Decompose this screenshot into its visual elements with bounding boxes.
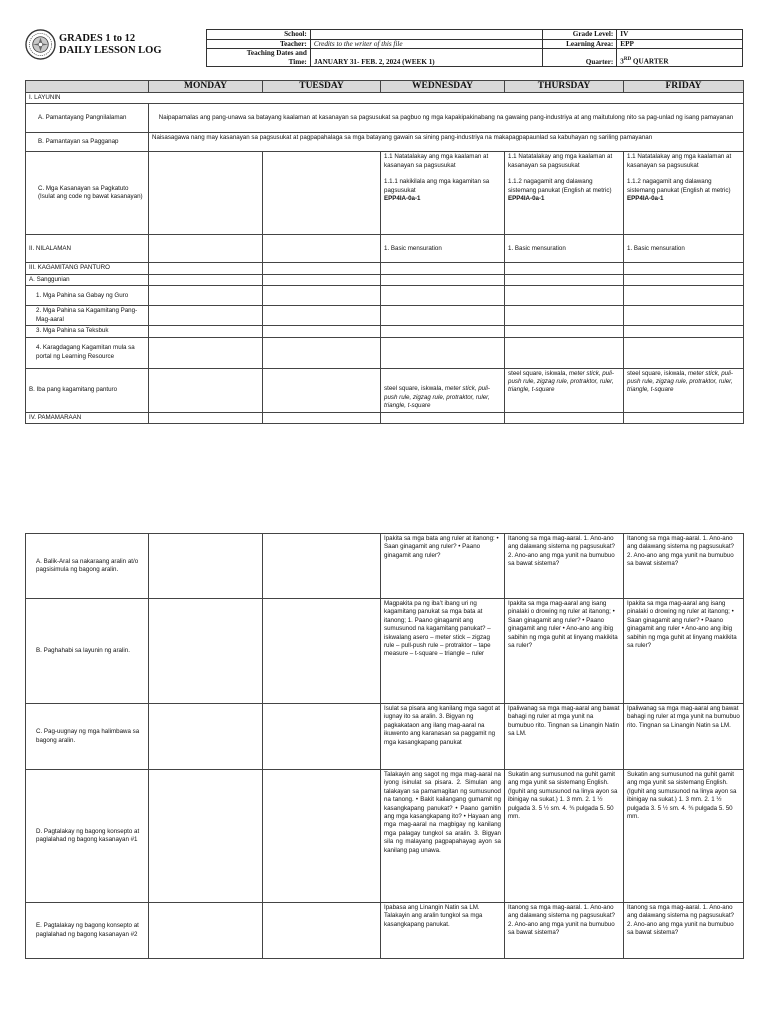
section-layunin: I. LAYUNIN [26,93,744,104]
day-header-wednesday: WEDNESDAY [381,81,505,93]
kasanayan-thursday: 1.1 Natatalakay ang mga kaalaman at kasanayan sa pagsusukat 1.1.2 nagagamit ang dalawang sistemang panukat (English at metric) EPP4IA-0a-1 [505,152,624,235]
paghahabi-friday: Ipakita sa mga mag-aaral ang isang pinalaki o drowing ng ruler at itanong; • Saan ginagamit ang ruler? • Paano ginagamit ang ruler • Ano-ano ang ibig sabihin ng mga guhit at linyang makikita sa ruler? [624,599,744,704]
label-pamamaraan: IV. PAMAMARAAN [26,412,149,423]
paghahabi-wednesday: Magpakita pa ng iba’t ibang uri ng kagamitang panukat sa mga bata at itanong; 1. Paano ginagamit ang sumusunod na kagamitang panukat? – iskwalang asero – meter stick – zigzag rule – pull-push rule – protraktor – tape measure – t-square – triangle – ruler [381,599,505,704]
label-pamantayan-sa-pagganap: B. Pamantayan sa Pagganap [26,133,149,152]
nilalaman-monday [149,235,263,263]
label-pamantayang-pangnilalaman: A. Pamantayang Pangnilalaman [26,104,149,133]
pag-uugnay-thursday: Ipaliwanag sa mga mag-aaral ang bawat bahagi ng ruler at mga yunit na bumubuo rito. Tingnan sa Linangin Natin sa LM. [505,704,624,770]
label-karagdagang-kagamitan: 4. Karagdagang Kagamitan mula sa portal ng Learning Resource [26,337,149,368]
info-table [206,29,743,67]
day-header-friday: FRIDAY [624,81,744,93]
lesson-table-procedure [25,533,744,959]
label-teksbuk: 3. Mga Pahina sa Teksbuk [26,326,149,337]
balik-aral-monday [149,534,263,599]
label-nilalaman: II. NILALAMAN [26,235,149,263]
pamantayan-sa-pagganap-text: Naisasagawa nang may kasanayan sa pagsusukat at pagpapahalaga sa mga batayang gawain sa sining pang-industriya na makapagpapaunlad sa kabuhayan ng sariling pamayanan [149,133,744,152]
day-header-monday: MONDAY [149,81,263,93]
teacher-value: Credits to the writer of this file [310,39,543,49]
learning-area-label: Learning Area: [543,39,617,49]
code-wednesday: EPP4IA-0a-1 [384,195,421,203]
school-label: School: [207,30,311,40]
kasanayan-tuesday [263,152,381,235]
nilalaman-friday: 1. Basic mensuration [624,235,744,263]
nilalaman-wednesday: 1. Basic mensuration [381,235,505,263]
kasanayan-monday [149,152,263,235]
code-friday: EPP4IA-0a-1 [627,195,664,203]
nilalaman-tuesday [263,235,381,263]
iba-wednesday: steel square, iskwala, meter stick, puli-push rule, zigzag rule, protraktor, ruler, triangle, t-square [381,368,505,412]
day-header-thursday: THURSDAY [505,81,624,93]
quarter-label: Quarter: [543,49,617,67]
teaching-dates-label: Teaching Dates and Time: [207,49,311,67]
iba-friday: steel square, iskwala, meter stick, puli-push rule, zigzag rule, protraktor, ruler, triangle, t-square [624,368,744,412]
grade-level-value: IV [617,30,743,40]
iba-thursday: steel square, iskwala, meter stick, puli-push rule, zigzag rule, protraktor, ruler, triangle, t-square [505,368,624,412]
school-value [310,30,543,40]
title-daily-lesson-log: DAILY LESSON LOG [59,45,162,56]
pagtalakay-2-thursday: Itanong sa mga mag-aaral. 1. Ano-ano ang dalawang sistema ng pagsusukat? 2. Ano-ano ang mga yunit na bumubuo sa bawat sistema? [505,903,624,959]
log-title [59,33,162,57]
label-gabay-ng-guro: 1. Mga Pahina sa Gabay ng Guro [26,286,149,306]
label-pagtalakay-2: E. Pagtalakay ng bagong konsepto at paglalahad ng bagong kasanayan #2 [26,903,149,959]
title-grades: GRADES 1 to 12 [59,33,136,44]
pagtalakay-1-friday: Sukatin ang sumusunod na guhit gamit ang mga yunit sa sistemang English. (Iguhit ang sumusunod na linya ayon sa ibinigay na sukat.) 1. 3 mm. 2. 1 ½ pulgada 3. 5 ½ sm. 4. ¾ pulgada 5. 50 mm. [624,770,744,903]
nilalaman-thursday: 1. Basic mensuration [505,235,624,263]
pagtalakay-2-monday [149,903,263,959]
lesson-log-header [25,29,743,72]
pag-uugnay-tuesday [263,704,381,770]
learning-area-value: EPP [617,39,743,49]
grade-level-label: Grade Level: [543,30,617,40]
balik-aral-wednesday: Ipakita sa mga bata ang ruler at itanong: • Saan ginagamit ang ruler? • Paano ginagamit ang ruler? [381,534,505,599]
label-paghahabi: B. Paghahabi sa layunin ng aralin. [26,599,149,704]
label-mga-kasanayan: C. Mga Kasanayan sa Pagkatuto (Isulat ang code ng bawat kasanayan) [26,152,149,235]
teacher-label: Teacher: [207,39,311,49]
kasanayan-wednesday: 1.1 Natatalakay ang mga kaalaman at kasanayan sa pagsusukat 1.1.1 nakikilala ang mga kagamitan sa pagsusukat EPP4IA-0a-1 [381,152,505,235]
balik-aral-tuesday [263,534,381,599]
pagtalakay-1-wednesday: Talakayin ang sagot ng mga mag-aaral na iyong isinulat sa pisara. 2. Simulan ang talakayan sa pamamagitan ng sumusunod na tanong. • Bakit kailangang gumamit ng kasangkapang panukat? • Paano gamitin ang mga kasangkapang ito? • Hayaan ang mga mag-aaral na magbigay ng kanilang mga palagay tungkol sa aralin. 3. Bigyan sila ng malayang pagpapahayag ayon sa kanilang pag unawa. [381,770,505,903]
corner-cell [26,81,149,93]
balik-aral-friday: Itanong sa mga mag-aaral. 1. Ano-ano ang dalawang sistema ng pagsusukat? 2. Ano-ano ang mga yunit na bumubuo sa bawat sistema? [624,534,744,599]
lesson-table-objectives [25,80,744,424]
pag-uugnay-monday [149,704,263,770]
label-pagtalakay-1: D. Pagtalakay ng bagong konsepto at paglalahad ng bagong kasanayan #1 [26,770,149,903]
pag-uugnay-friday: Ipaliwanag sa mga mag-aaral ang bawat bahagi ng ruler at mga yunit na bumubuo rito. Tingnan sa Linangin Natin sa LM. [624,704,744,770]
teaching-dates-value: JANUARY 31- FEB. 2, 2024 (WEEK 1) [310,49,543,67]
balik-aral-thursday: Itanong sa mga mag-aaral. 1. Ano-ano ang dalawang sistema ng pagsusukat? 2. Ano-ano ang mga yunit na bumubuo sa bawat sistema? [505,534,624,599]
deped-seal-icon [25,29,56,60]
kasanayan-friday: 1.1 Natatalakay ang mga kaalaman at kasanayan sa pagsusukat 1.1.2 nagagamit ang dalawang sistemang panukat (English at metric) EPP4IA-0a-1 [624,152,744,235]
label-iba-pang-kagamitan: B. Iba pang kagamitang panturo [26,368,149,412]
pagtalakay-1-thursday: Sukatin ang sumusunod na guhit gamit ang mga yunit sa sistemang English. (Iguhit ang sumusunod na linya ayon sa ibinigay na sukat.) 1. 3 mm. 2. 1 ½ pulgada 3. 5 ½ sm. 4. ¾ pulgada 5. 50 mm. [505,770,624,903]
paghahabi-thursday: Ipakita sa mga mag-aaral ang isang pinalaki o drowing ng ruler at itanong; • Saan ginagamit ang ruler? • Paano ginagamit ang ruler • Ano-ano ang ibig sabihin ng mga guhit at linyang makikita sa ruler? [505,599,624,704]
day-header-tuesday: TUESDAY [263,81,381,93]
iba-monday [149,368,263,412]
label-kagamitang-pang-mag-aaral: 2. Mga Pahina sa Kagamitang Pang-Mag-aaral [26,306,149,326]
pagtalakay-1-monday [149,770,263,903]
code-thursday: EPP4IA-0a-1 [508,195,545,203]
iba-tuesday [263,368,381,412]
pagtalakay-1-tuesday [263,770,381,903]
label-sanggunian: A. Sanggunian [26,274,149,285]
label-balik-aral: A. Balik-Aral sa nakaraang aralin at/o pagsisimula ng bagong aralin. [26,534,149,599]
pagtalakay-2-wednesday: Ipabasa ang Linangin Natin sa LM. Talakayin ang aralin tungkol sa mga kasangkapang panukat. [381,903,505,959]
pag-uugnay-wednesday: Isulat sa pisara ang kanilang mga sagot at iugnay ito sa aralin. 3. Bigyan ng pagkakataon ang ilang mag-aaral na ikuwento ang karanasan sa paggamit ng mga kasangkapang panukat [381,704,505,770]
paghahabi-monday [149,599,263,704]
pagtalakay-2-friday: Itanong sa mga mag-aaral. 1. Ano-ano ang dalawang sistema ng pagsusukat? 2. Ano-ano ang mga yunit na bumubuo sa bawat sistema? [624,903,744,959]
quarter-value: 3RD QUARTER [617,49,743,67]
pagtalakay-2-tuesday [263,903,381,959]
pamantayang-pangnilalaman-text: Naipapamalas ang pang-unawa sa batayang kaalaman at kasanayan sa pagsusukat sa pagbuo ng mga kapakipakinabang na gawaing pang-industriya at ang maitutulong nito sa pag-unlad ng isang pamayanan [149,104,744,133]
paghahabi-tuesday [263,599,381,704]
label-kagamitang-panturo: III. KAGAMITANG PANTURO [26,263,149,274]
label-pag-uugnay: C. Pag-uugnay ng mga halimbawa sa bagong aralin. [26,704,149,770]
